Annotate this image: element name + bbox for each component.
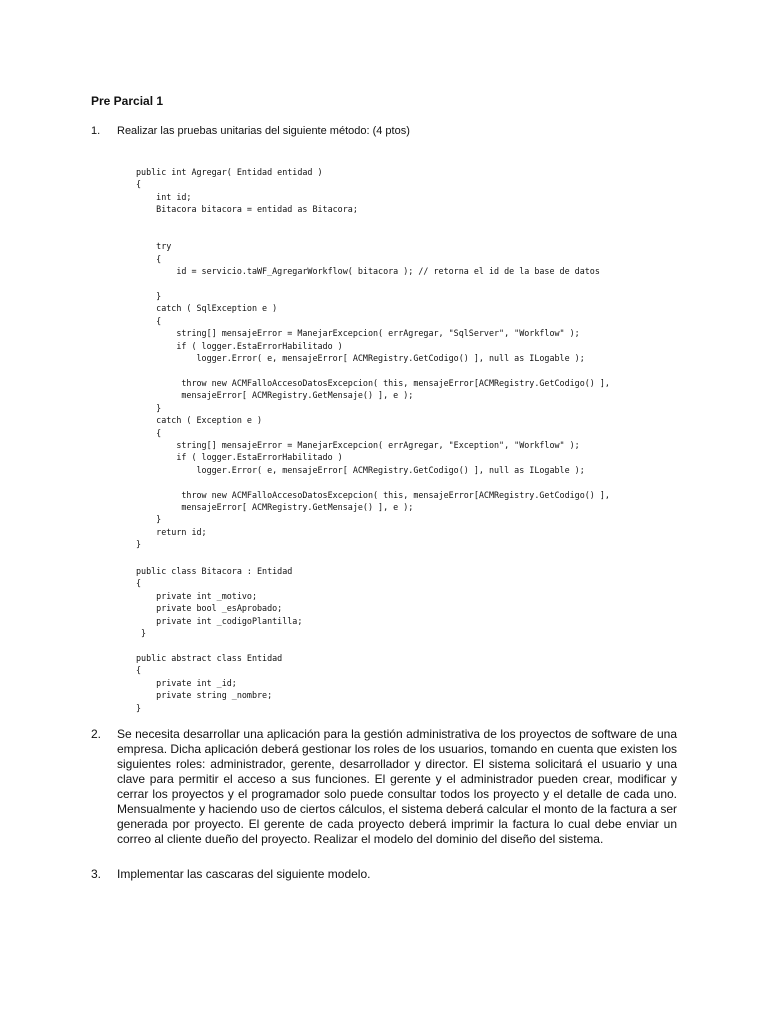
question-1-number: 1. bbox=[91, 125, 101, 137]
question-3-text: Implementar las cascaras del siguiente modelo. bbox=[117, 867, 371, 881]
code-block-entidad-class: public abstract class Entidad { private int _id; private string _nombre; } bbox=[136, 653, 283, 713]
page-title: Pre Parcial 1 bbox=[91, 94, 164, 108]
question-2-text: Se necesita desarrollar una aplicación para la gestión administrativa de los proyectos de software de una empresa. Dicha aplicación deberá gestionar los roles de los usuarios, tomando en cuenta que existen los siguientes roles: administrador, gerente, desarrollador y director. El sistema solicitará el usuario y una clave para permitir el acceso a sus funciones. El gerente y el administrador pueden crear, modificar y cerrar los proyectos y el programador solo puede consultar todos los proyecto y el detalle de cada uno. Mensualmente y haciendo uso de ciertos cálculos, el sistema deberá calcular el monto de la factura a ser generada por proyecto. El gerente de cada proyecto deberá imprimir la factura lo cual debe enviar un correo al cliente dueño del proyecto. Realizar el modelo del dominio del diseño del sistema. bbox=[117, 727, 677, 846]
question-3-number: 3. bbox=[91, 867, 102, 881]
code-block-agregar-method: public int Agregar( Entidad entidad ) { int id; Bitacora bitacora = entidad as Bitacora; try { id = servicio.taWF_AgregarWorkflow( bitacora ); // retorna el id de la base de datos } catch ( SqlException e ) { string[] mensajeError = ManejarExcepcion( errAgregar, "SqlServer", "Workflow" ); if ( logger.EstaErrorHabilitado ) logger.Error( e, mensajeError[ ACMRegistry.GetCodigo() ], null as ILogable ); throw new ACMFalloAccesoDatosExcepcion( this, mensajeError[ACMRegistry.GetCodigo() ], mensajeError[ ACMRegistry.GetMensaje() ], e ); } catch ( Exception e ) { string[] mensajeError = ManejarExcepcion( errAgregar, "Exception", "Workflow" ); if ( logger.EstaErrorHabilitado ) logger.Error( e, mensajeError[ ACMRegistry.GetCodigo() ], null as ILogable ); throw new ACMFalloAccesoDatosExcepcion( this, mensajeError[ACMRegistry.GetCodigo() ], mensajeError[ ACMRegistry.GetMensaje() ], e ); } return id; } bbox=[136, 167, 610, 550]
code-block-bitacora-class: public class Bitacora : Entidad { private int _motivo; private bool _esAprobado; private int _codigoPlantilla; } bbox=[136, 566, 303, 639]
question-2-number: 2. bbox=[91, 727, 102, 741]
question-1-text: Realizar las pruebas unitarias del siguiente método: (4 ptos) bbox=[117, 125, 410, 137]
